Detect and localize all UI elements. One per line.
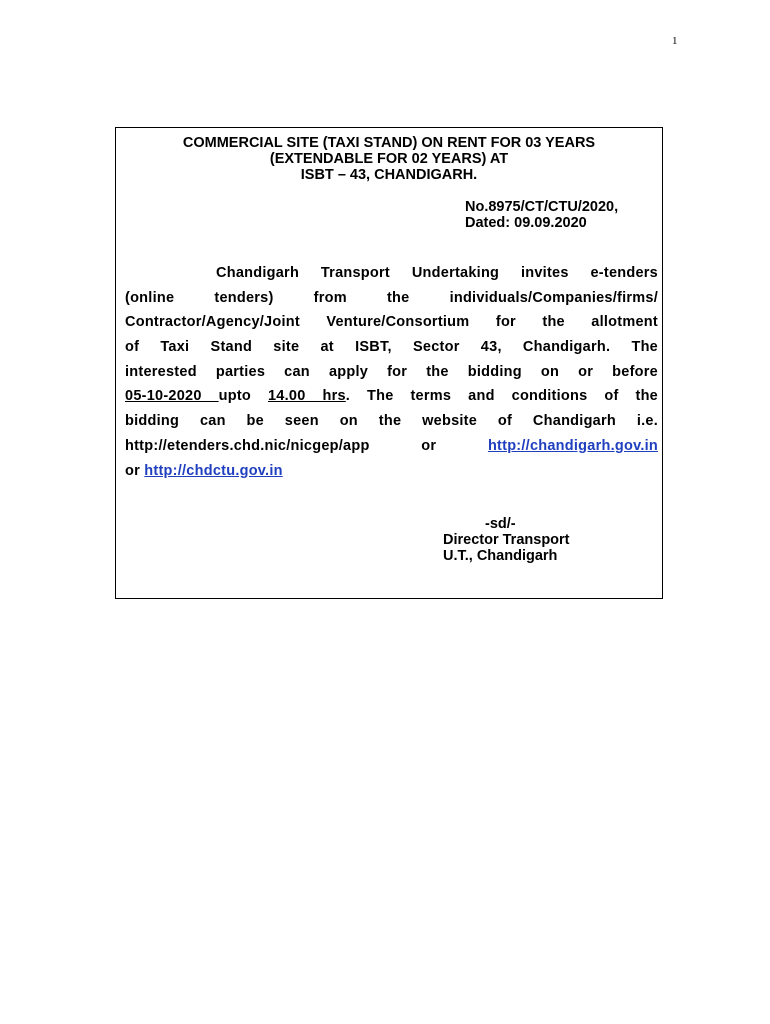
body-line-4: of Taxi Stand site at ISBT, Sector 43, Chandigarh. The (125, 339, 658, 356)
body-line-5: interested parties can apply for the bidding on or before (125, 363, 658, 380)
body-line-8 (125, 434, 658, 459)
body-line-1: Chandigarh Transport Undertaking invites e-tenders (216, 265, 658, 281)
deadline-date: 05-10-2020 (125, 388, 219, 405)
body-line-9 (125, 459, 658, 484)
reference-date: Dated: 09.09.2020 (465, 215, 587, 231)
reference-block (465, 199, 618, 231)
page-number: 1 (672, 35, 678, 47)
reference-number: No.8975/CT/CTU/2020, (465, 199, 619, 215)
etenders-url: http://etenders.chd.nic/nicgep/app (125, 437, 370, 454)
heading-line-1: COMMERCIAL SITE (TAXI STAND) ON RENT FOR 03 YEARS (182, 135, 596, 151)
notice-heading (116, 135, 662, 183)
heading-line-2: (EXTENDABLE FOR 02 YEARS) AT (269, 151, 509, 167)
or-text-1: or (421, 437, 437, 454)
signature-location: U.T., Chandigarh (443, 548, 558, 564)
body-line-3: Contractor/Agency/Joint Venture/Consortium for the allotment (125, 314, 658, 331)
or-text-2: or (125, 462, 140, 479)
body-line-7: bidding can be seen on the website of Chandigarh i.e. (125, 413, 658, 430)
upto-text: upto (218, 388, 252, 405)
body-line-6-rest: . The terms and conditions of the (345, 388, 658, 405)
deadline-time: 14.00 hrs (267, 388, 346, 405)
signature-designation: Director Transport (443, 532, 570, 548)
heading-line-3: ISBT – 43, CHANDIGARH. (300, 167, 478, 183)
chdctu-gov-link[interactable]: http://chdctu.gov.in (144, 462, 283, 479)
signature-sd: -sd/- (485, 516, 516, 532)
body-line-2: (online tenders) from the individuals/Companies/firms/ (125, 289, 658, 306)
body-line-6 (125, 384, 658, 409)
chandigarh-gov-link[interactable]: http://chandigarh.gov.in (487, 437, 658, 454)
signature-block (443, 516, 570, 564)
notice-body (125, 261, 658, 483)
notice-box (115, 127, 663, 599)
